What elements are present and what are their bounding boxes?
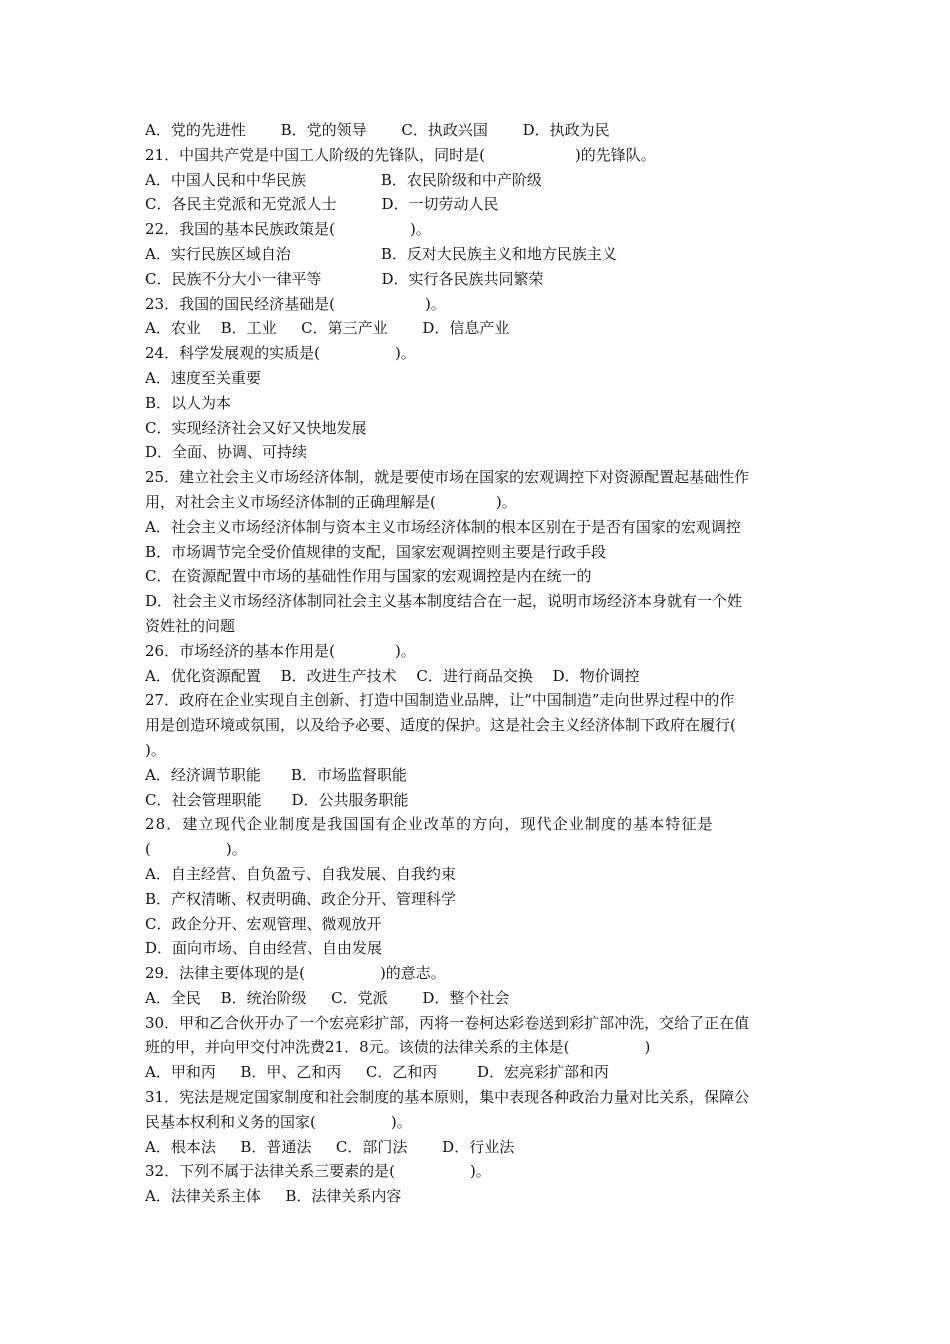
question-23: 23．我国的国民经济基础是( )。: [145, 294, 446, 313]
option-line: B．市场调节完全受价值规律的支配，国家宏观调控则主要是行政手段: [145, 542, 607, 561]
question-28-cont: ( )。: [145, 840, 247, 859]
option-line: C．在资源配置中市场的基础性作用与国家的宏观调控是内在统一的: [145, 567, 592, 586]
option-line: A．自主经营、自负盈亏、自我发展、自我约束: [145, 864, 456, 883]
option-line: C．社会管理职能 D．公共服务职能: [145, 790, 409, 809]
option-line: A．经济调节职能 B．市场监督职能: [145, 765, 407, 784]
question-30: 30．甲和乙合伙开办了一个宏亮彩扩部，丙将一卷柯达彩卷送到彩扩部冲洗，交给了正在值: [145, 1013, 750, 1032]
option-line-cont: 资姓社的问题: [145, 616, 236, 635]
option-line: A．党的先进性 B．党的领导 C．执政兴国 D．执政为民: [145, 121, 610, 139]
question-25: 25．建立社会主义市场经济体制，就是要使市场在国家的宏观调控下对资源配置起基础性作: [145, 468, 750, 487]
question-24: 24．科学发展观的实质是( )。: [145, 344, 416, 363]
question-26: 26．市场经济的基本作用是( )。: [145, 641, 416, 660]
question-30-cont: 班的甲，并向甲交付冲洗费21．8元。该债的法律关系的主体是( ): [145, 1038, 651, 1057]
option-line: A．速度至关重要: [145, 368, 261, 387]
question-29: 29．法律主要体现的是( )的意志。: [145, 964, 446, 983]
option-line: B．以人为本: [145, 393, 232, 412]
option-line: A．社会主义市场经济体制与资本主义市场经济体制的根本区别在于是否有国家的宏观调控: [145, 517, 741, 536]
option-line: C．政企分开、宏观管理、微观放开: [145, 914, 382, 933]
question-27-cont: )。: [145, 740, 166, 759]
question-22: 22．我国的基本民族政策是( )。: [145, 220, 431, 239]
option-line: B．产权清晰、权责明确、政企分开、管理科学: [145, 889, 457, 908]
question-32: 32．下列不属于法律关系三要素的是( )。: [145, 1162, 491, 1181]
option-line: C．实现经济社会又好又快地发展: [145, 418, 367, 437]
option-line: A．优化资源配置 B．改进生产技术 C．进行商品交换 D．物价调控: [145, 666, 640, 685]
option-line: A．中国人民和中华民族 B．农民阶级和中产阶级: [145, 170, 542, 189]
option-line: C．各民主党派和无党派人士 D．一切劳动人民: [145, 195, 499, 214]
option-line: C．民族不分大小一律平等 D．实行各民族共同繁荣: [145, 269, 544, 288]
option-line: A．全民 B．统治阶级 C．党派 D．整个社会: [145, 988, 510, 1007]
question-27-cont: 用是创造环境或氛围，以及给予必要、适度的保护。这是社会主义经济体制下政府在履行(: [145, 716, 736, 735]
option-line: A．法律关系主体 B．法律关系内容: [145, 1187, 402, 1206]
option-line: A．根本法 B．普通法 C．部门法 D．行业法: [145, 1137, 515, 1156]
document-page: [145, 118, 810, 1209]
option-line: D．全面、协调、可持续: [145, 443, 308, 462]
question-28: 28．建立现代企业制度是我国国有企业改革的方向，现代企业制度的基本特征是: [145, 815, 714, 834]
question-31-cont: 民基本权利和义务的国家( )。: [145, 1112, 412, 1131]
question-27: 27．政府在企业实现自主创新、打造中国制造业品牌，让“中国制造”走向世界过程中的作: [145, 691, 735, 710]
option-line: D．社会主义市场经济体制同社会主义基本制度结合在一起，说明市场经济本身就有一个姓: [145, 592, 743, 611]
option-line: A．农业 B．工业 C．第三产业 D．信息产业: [145, 319, 510, 338]
question-25-cont: 用，对社会主义市场经济体制的正确理解是( )。: [145, 492, 517, 511]
question-31: 31．宪法是规定国家制度和社会制度的基本原则，集中表现各种政治力量对比关系，保障公: [145, 1088, 750, 1107]
option-line: A．甲和丙 B．甲、乙和丙 C．乙和丙 D．宏亮彩扩部和丙: [145, 1063, 609, 1082]
option-line: A．实行民族区域自治 B．反对大民族主义和地方民族主义: [145, 244, 617, 263]
option-line: D．面向市场、自由经营、自由发展: [145, 939, 383, 958]
question-21: 21．中国共产党是中国工人阶级的先锋队，同时是( )的先锋队。: [145, 145, 656, 164]
